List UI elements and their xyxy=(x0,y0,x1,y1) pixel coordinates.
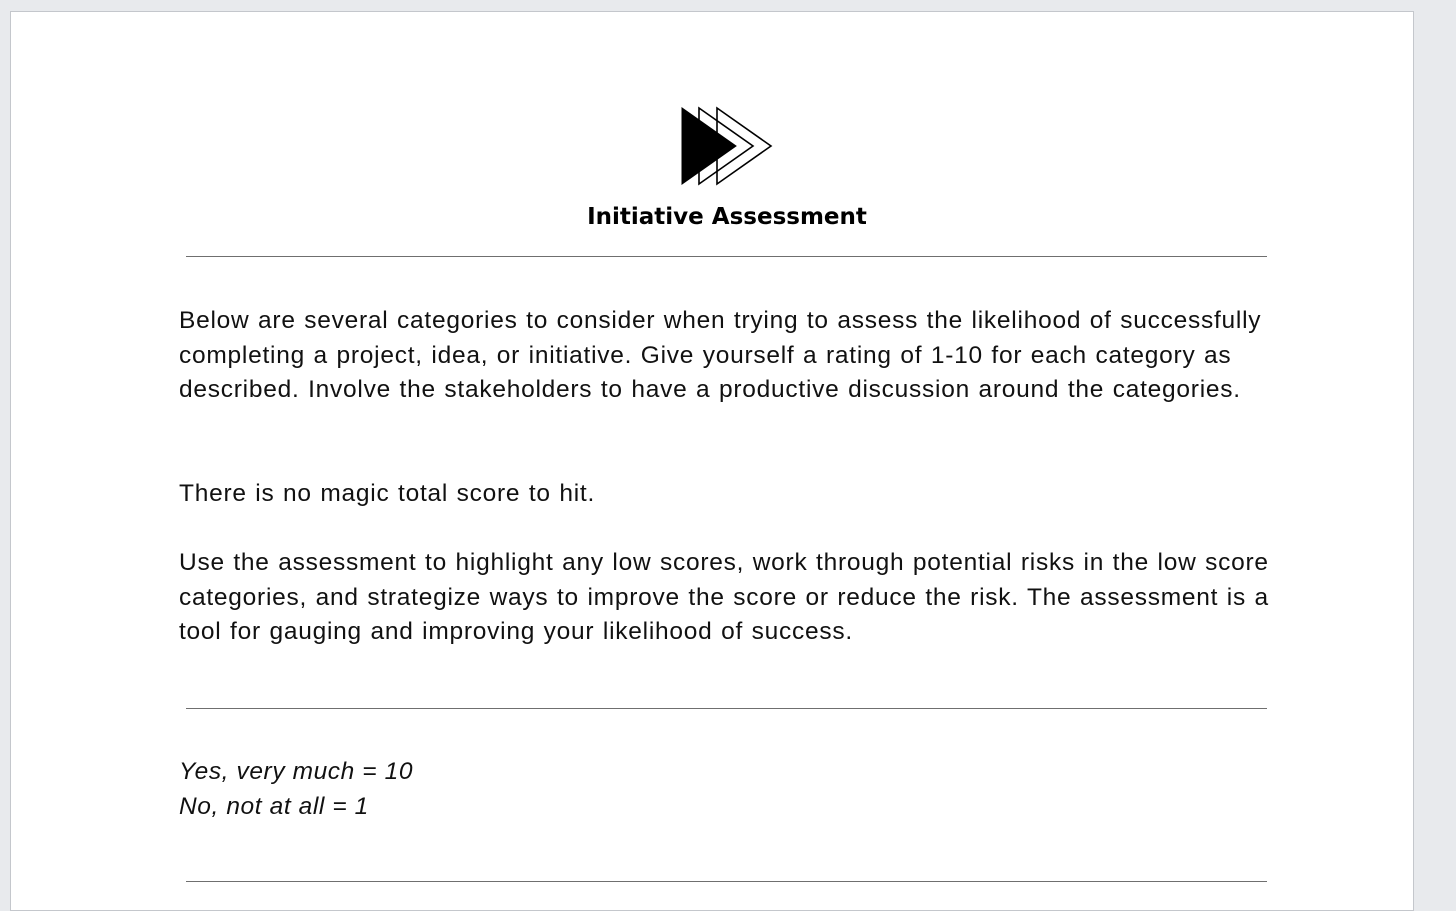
rating-scale xyxy=(179,755,413,824)
usage-paragraph: Use the assessment to highlight any low scores, work through potential risks in the low score categories, and strategize ways to improve the score or reduce the risk. The assessment is a tool for gauging and improving your likelihood of success. xyxy=(179,549,1269,646)
divider xyxy=(186,708,1267,709)
page-title: Initiative Assessment xyxy=(587,204,867,230)
divider xyxy=(186,881,1267,882)
score-note: There is no magic total score to hit. xyxy=(179,480,596,507)
fast-forward-triangles-icon xyxy=(681,106,773,186)
document-page xyxy=(10,11,1414,911)
rating-scale-high: Yes, very much = 10 xyxy=(179,758,414,785)
divider xyxy=(186,256,1267,257)
intro-paragraph: Below are several categories to consider when trying to assess the likelihood of successfully completing a project, idea, or initiative. Give yourself a rating of 1-10 for each category as described. Involve the stakeholders to have a productive discussion around the categories. xyxy=(179,307,1262,404)
rating-scale-low: No, not at all = 1 xyxy=(179,792,369,820)
